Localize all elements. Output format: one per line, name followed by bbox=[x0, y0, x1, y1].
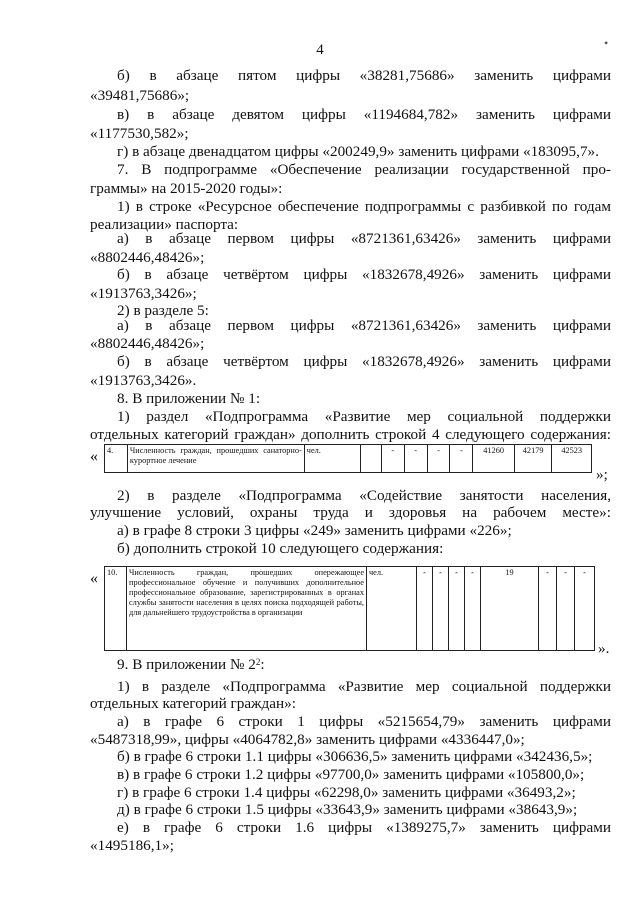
text-line: а) в абзаце первом цифры «8721361,63426» заменить цифрами bbox=[117, 230, 611, 247]
text-line: 2) в разделе «Подпрограмма «Содействие занятости населения, bbox=[117, 487, 611, 504]
text-line: «1913763,3426». bbox=[90, 372, 197, 389]
cell: - bbox=[449, 567, 465, 651]
text-line: «8802446,48426»; bbox=[90, 249, 205, 266]
text-line: «1913763,3426»; bbox=[90, 285, 197, 302]
text-line: 1) раздел «Подпрограмма «Развитие мер социальной поддержки bbox=[117, 408, 611, 425]
text-line: 7. В подпрограмме «Обеспечение реализации государственной про- bbox=[117, 161, 611, 178]
text-line: а) в абзаце первом цифры «8721361,63426» заменить цифрами bbox=[117, 317, 611, 334]
text-line: г) в абзаце двенадцатом цифры «200249,9» заменить цифрами «183095,7». bbox=[117, 143, 599, 160]
table-row-4 bbox=[104, 444, 592, 473]
text-line: а) в графе 6 строки 1 цифры «5215654,79» заменить цифрами bbox=[117, 713, 611, 730]
cell: - bbox=[417, 567, 433, 651]
text-suffix: : bbox=[260, 656, 265, 673]
text-line: 1) в разделе «Подпрограмма «Развитие мер социальной поддержки bbox=[117, 678, 611, 695]
cell: 41260 bbox=[473, 445, 515, 473]
text-line: 8. В приложении № 1: bbox=[117, 390, 261, 407]
cell: - bbox=[450, 445, 473, 473]
cell: 42179 bbox=[514, 445, 551, 473]
text-line: б) дополнить строкой 10 следующего содержания: bbox=[117, 540, 444, 557]
text-line: е) в графе 6 строки 1.6 цифры «1389275,7» заменить цифрами bbox=[117, 819, 611, 836]
text-line: граммы» на 2015-2020 годы»: bbox=[90, 180, 283, 197]
text-line-9 bbox=[117, 656, 265, 673]
text-line: в) в графе 6 строки 1.2 цифры «97700,0» заменить цифрами «105800,0»; bbox=[117, 766, 585, 783]
cell: - bbox=[465, 567, 481, 651]
cell-name: Численность граждан, прошедших санаторно-курортное лечение bbox=[127, 445, 304, 473]
cell: - bbox=[404, 445, 427, 473]
close-quote: »; bbox=[596, 466, 608, 483]
cell: 19 bbox=[481, 567, 539, 651]
scan-mark: • bbox=[604, 36, 609, 50]
text-line: «1177530,582»; bbox=[90, 125, 189, 142]
cell-unit: чел. bbox=[304, 445, 360, 473]
cell-num: 10. bbox=[105, 567, 127, 651]
text-line: а) в графе 8 строки 3 цифры «249» заменить цифрами «226»; bbox=[117, 522, 512, 539]
cell: - bbox=[433, 567, 449, 651]
cell bbox=[360, 445, 381, 473]
close-quote: ». bbox=[598, 640, 610, 657]
text-line: «5487318,99», цифры «4064782,8» заменить цифрами «4336447,0»; bbox=[90, 731, 525, 748]
text-line: «8802446,48426»; bbox=[90, 335, 205, 352]
text-line: б) в абзаце четвёртом цифры «1832678,4926» заменить цифрами bbox=[117, 353, 611, 370]
page-number: 4 bbox=[316, 42, 324, 58]
table-row-10 bbox=[104, 566, 595, 651]
text-line: реализации» паспорта: bbox=[90, 216, 239, 233]
text-line: б) в абзаце четвёртом цифры «1832678,4926» заменить цифрами bbox=[117, 266, 611, 283]
cell: - bbox=[575, 567, 595, 651]
open-quote: « bbox=[90, 570, 98, 587]
open-quote: « bbox=[90, 448, 98, 465]
cell-name: Численность граждан, прошедших опережающее профессиональное обучение и получивших дополнительное профессиональное образование, зарегистрированных в органах службы занятости населения в целях поиска подходящей работы, для дальнейшего трудоустройства в организации bbox=[127, 567, 367, 651]
text-line: улучшение условий, охраны труда и здоровья на рабочем месте»: bbox=[90, 504, 611, 521]
text-line: г) в графе 6 строки 1.4 цифры «62298,0» заменить цифрами «36493,2»; bbox=[117, 784, 576, 801]
text-line: 1) в строке «Ресурсное обеспечение подпрограммы с разбивкой по годам bbox=[117, 198, 611, 215]
text-line: отдельных категорий граждан»: bbox=[90, 695, 296, 712]
cell: - bbox=[557, 567, 575, 651]
text-line: отдельных категорий граждан» дополнить строкой 4 следующего содержания: bbox=[90, 426, 611, 443]
text-line: «1495186,1»; bbox=[90, 837, 174, 854]
text-line: д) в графе 6 строки 1.5 цифры «33643,9» заменить цифрами «38643,9»; bbox=[117, 801, 578, 818]
cell-num: 4. bbox=[105, 445, 128, 473]
text-line: б) в графе 6 строки 1.1 цифры «306636,5» заменить цифрами «342436,5»; bbox=[117, 748, 593, 765]
text-line: 9. В приложении № 2 bbox=[117, 656, 256, 673]
cell: - bbox=[539, 567, 557, 651]
text-line: б) в абзаце пятом цифры «38281,75686» заменить цифрами bbox=[117, 67, 611, 84]
text-line: 2) в разделе 5: bbox=[117, 302, 209, 319]
cell: 42523 bbox=[552, 445, 592, 473]
cell-unit: чел. bbox=[367, 567, 417, 651]
text-line: «39481,75686»; bbox=[90, 87, 190, 104]
cell: - bbox=[381, 445, 404, 473]
text-line: в) в абзаце девятом цифры «1194684,782» заменить цифрами bbox=[117, 106, 611, 123]
superscript: 2 bbox=[255, 657, 261, 667]
cell: - bbox=[427, 445, 450, 473]
